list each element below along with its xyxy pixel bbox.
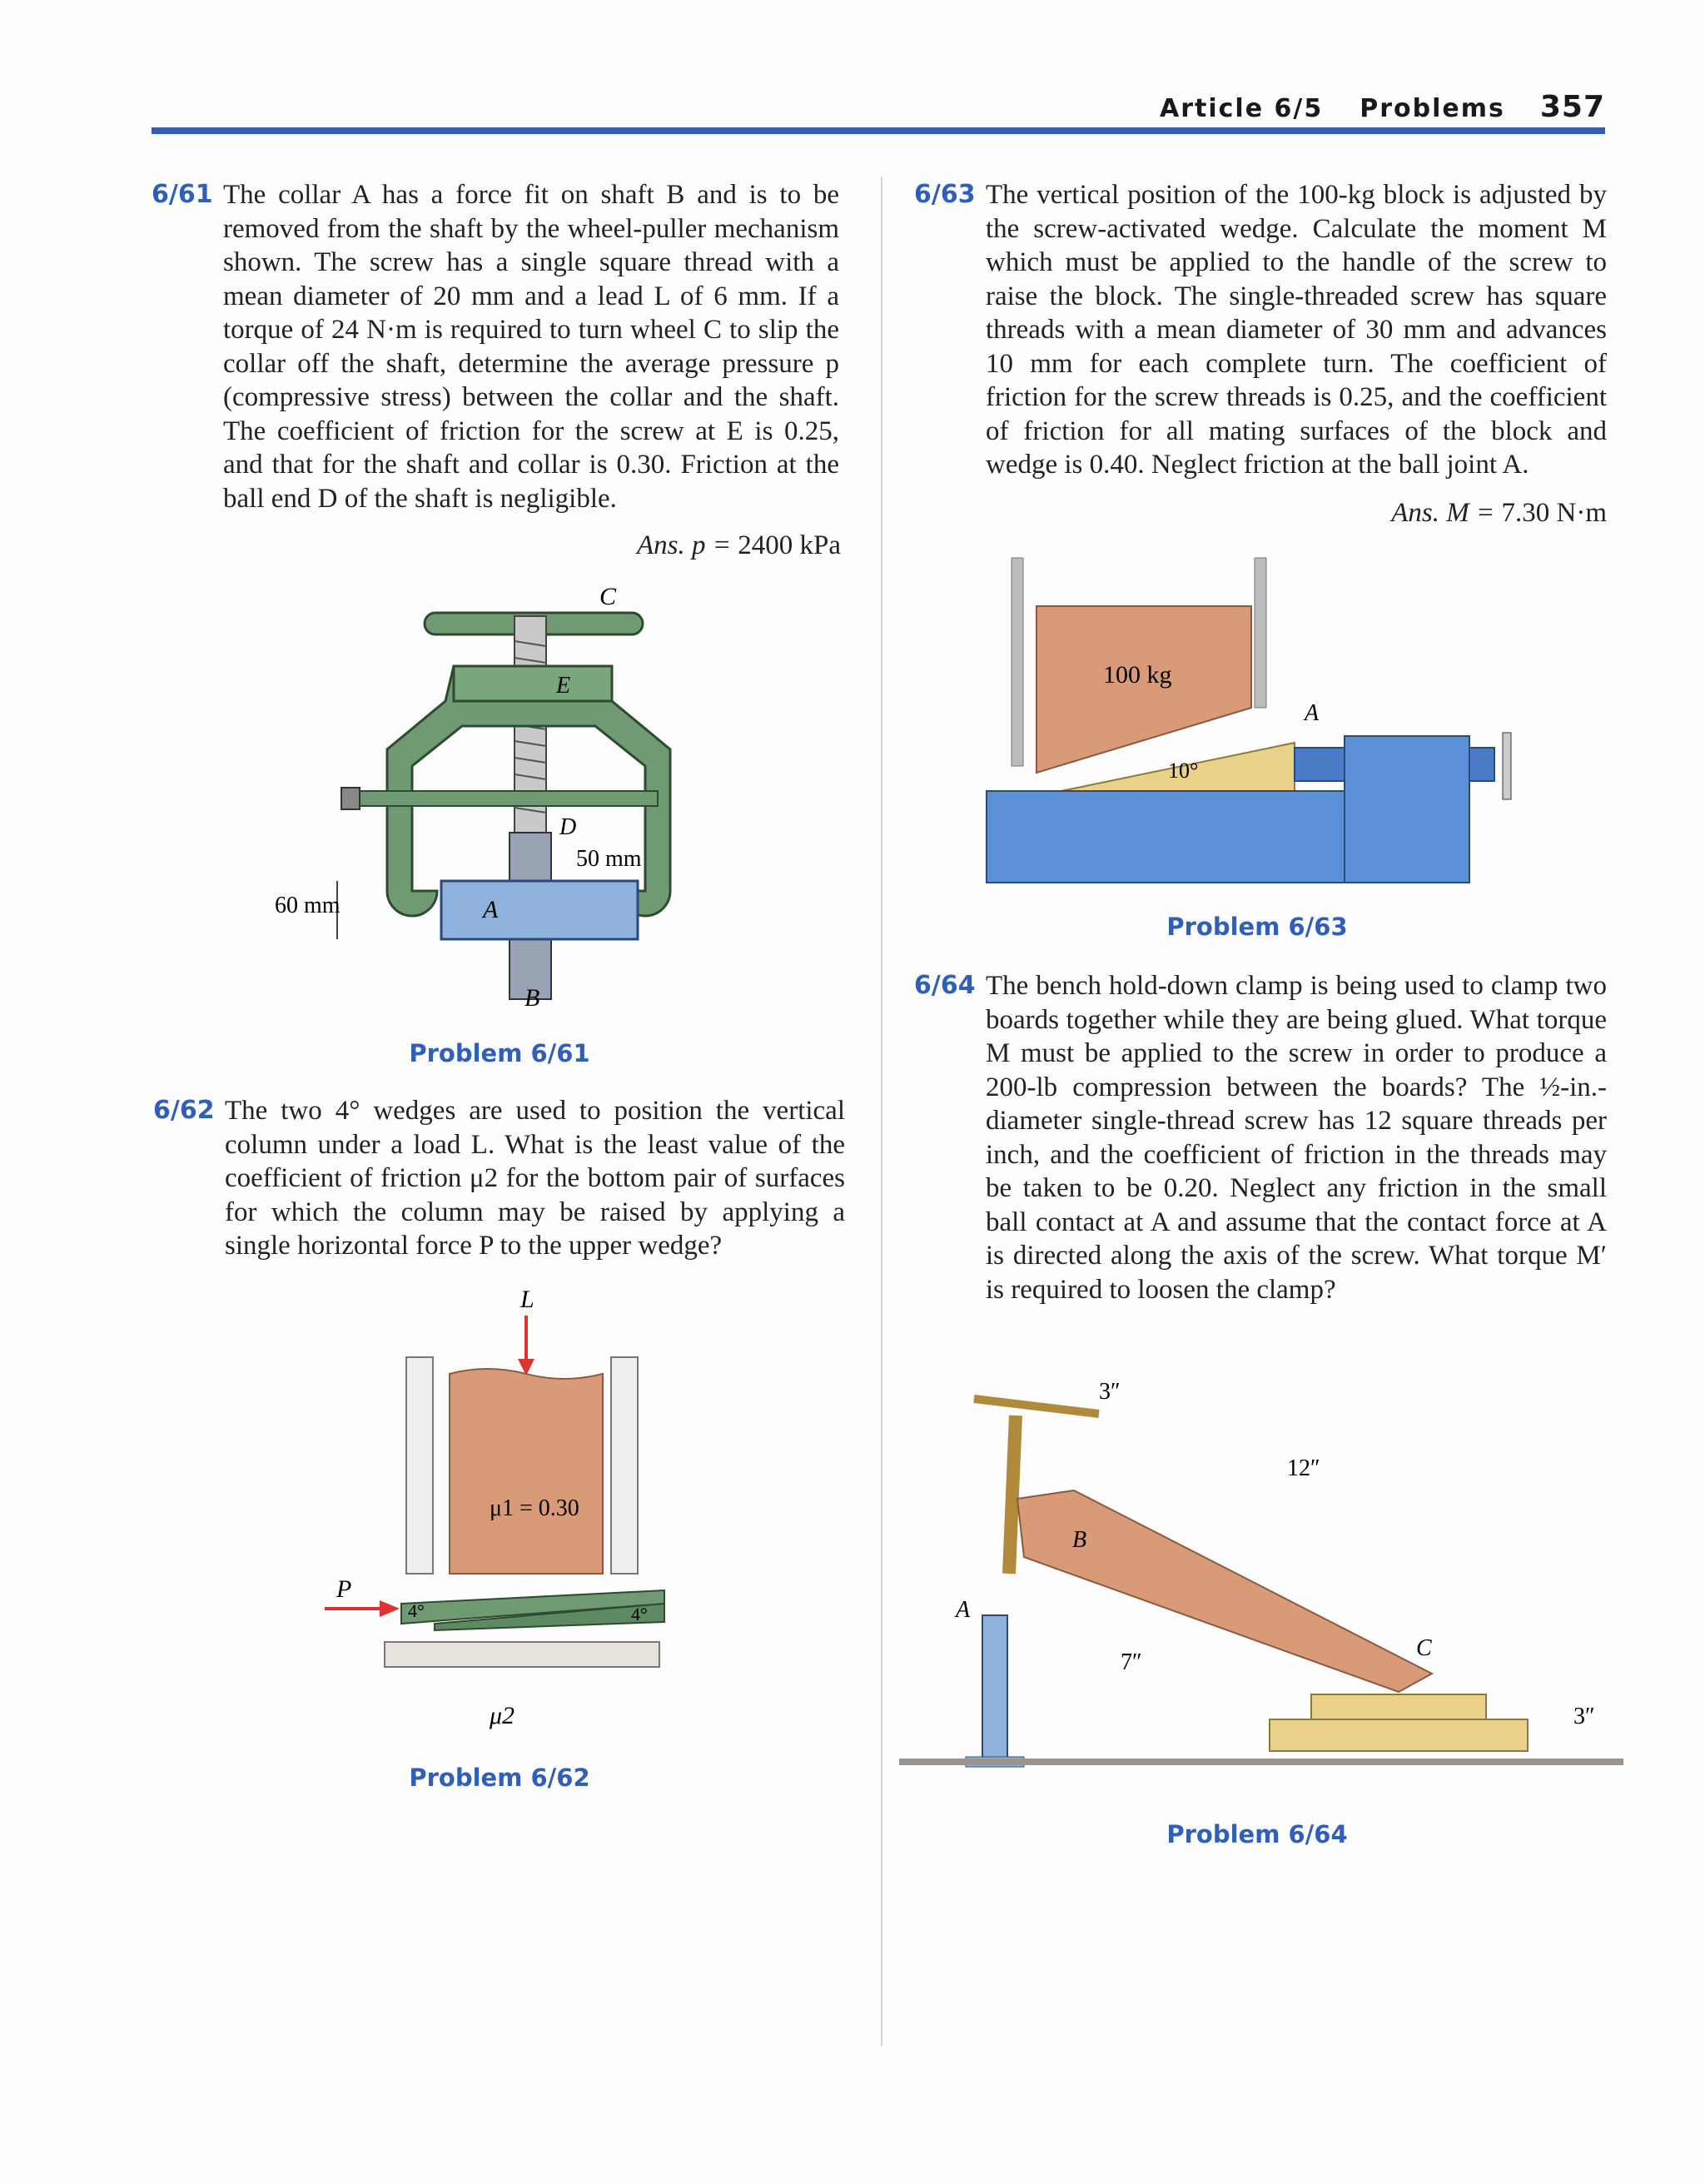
problem-text: The vertical position of the 100-kg block is adjusted by the screw-activated wedge. Calculate the moment M which must be applied to the handle of the screw to raise the block. The single-threaded screw has square threads with a mean diameter of 30 mm and advances 10 mm for each complete turn. The coefficient of friction for the screw threads is 0.25, and the coefficient of friction for all mating surfaces of the block and wedge is 0.40. Neglect friction at the ball joint A. <box>986 180 1607 480</box>
caption-6-61: Problem 6/61 <box>409 1039 590 1067</box>
label-B: B <box>1072 1527 1087 1553</box>
problem-6-62 <box>153 1094 845 1263</box>
label-mu2: μ2 <box>490 1702 515 1729</box>
label-C: C <box>1416 1635 1432 1661</box>
label-L: L <box>520 1286 534 1313</box>
caption-6-64: Problem 6/64 <box>1166 1820 1348 1848</box>
problem-number: 6/63 <box>914 180 976 209</box>
label-100kg: 100 kg <box>1103 661 1172 689</box>
figure-6-61 <box>275 583 691 1016</box>
problem-number: 6/62 <box>153 1096 215 1125</box>
dim-60mm: 60 mm <box>275 893 341 918</box>
header-rule <box>152 127 1605 134</box>
header-section: Article 6/5 <box>1160 94 1324 123</box>
answer-6-63 <box>1391 498 1607 529</box>
problem-6-63 <box>914 178 1607 482</box>
header-title: Problems <box>1360 94 1505 123</box>
label-angle-right: 4° <box>631 1604 648 1624</box>
problem-text: The two 4° wedges are used to position the vertical column under a load L. What is the least value of the coefficient of friction μ2 for the bottom pair of surfaces for which the column may be raised by applying a single horizontal force P to the upper wedge? <box>225 1096 845 1261</box>
caption-6-63: Problem 6/63 <box>1166 913 1348 941</box>
label-C: C <box>599 583 617 610</box>
label-A: A <box>483 896 499 923</box>
label-mu1: μ1 = 0.30 <box>490 1495 579 1521</box>
figure-6-62 <box>325 1282 683 1732</box>
figure-6-64 <box>899 1366 1632 1782</box>
problem-6-61 <box>152 178 839 515</box>
problem-text: The collar A has a force fit on shaft B and is to be removed from the shaft by the wheel-puller mechanism shown. The screw has a single square thread with a mean diameter of 20 mm and a lead L of 6 mm. If a torque of 24 N·m is required to turn wheel C to slip the collar off the shaft, determine the average pressure p (compressive stress) between the collar and the shaft. The coefficient of friction for the screw at E is 0.25, and that for the shaft and collar is 0.30. Friction at the ball end D of the shaft is negligible. <box>223 180 839 514</box>
label-D: D <box>559 814 577 840</box>
answer-label: Ans. p = <box>636 530 731 560</box>
dim-3in-b: 3″ <box>1573 1704 1595 1729</box>
answer-6-61 <box>637 530 841 561</box>
problem-number: 6/61 <box>152 180 213 209</box>
problem-number: 6/64 <box>914 971 976 1000</box>
label-angle-10: 10° <box>1168 759 1199 783</box>
label-A: A <box>956 1597 971 1623</box>
problem-6-64 <box>914 969 1607 1306</box>
label-A: A <box>1305 700 1320 726</box>
label-E: E <box>556 673 571 699</box>
dim-3in: 3″ <box>1099 1379 1121 1405</box>
page-number: 357 <box>1539 90 1605 124</box>
answer-value: 2400 kPa <box>738 530 841 560</box>
dim-12in: 12″ <box>1287 1455 1320 1481</box>
dim-7in: 7″ <box>1121 1649 1142 1675</box>
label-angle-left: 4° <box>408 1600 425 1621</box>
caption-6-62: Problem 6/62 <box>409 1764 590 1792</box>
figure-6-63 <box>987 558 1553 891</box>
label-P: P <box>336 1575 352 1603</box>
column-divider <box>881 177 882 2046</box>
answer-label: Ans. M = <box>1391 498 1495 528</box>
label-B: B <box>524 984 540 1012</box>
dim-50mm: 50 mm <box>576 846 642 872</box>
running-header <box>1160 90 1605 124</box>
answer-value: 7.30 N·m <box>1501 498 1607 528</box>
problem-text: The bench hold-down clamp is being used to clamp two boards together while they are being glued. What torque M must be applied to the screw in order to produce a 200-lb compression between the boards? The ½-in.-diameter single-thread screw has 12 square threads per inch, and the coefficient of friction in the threads may be taken to be 0.20. Neglect any friction in the small ball contact at A and assume that the contact force at A is directed along the axis of the screw. What torque M′ is required to loosen the clamp? <box>986 971 1607 1305</box>
